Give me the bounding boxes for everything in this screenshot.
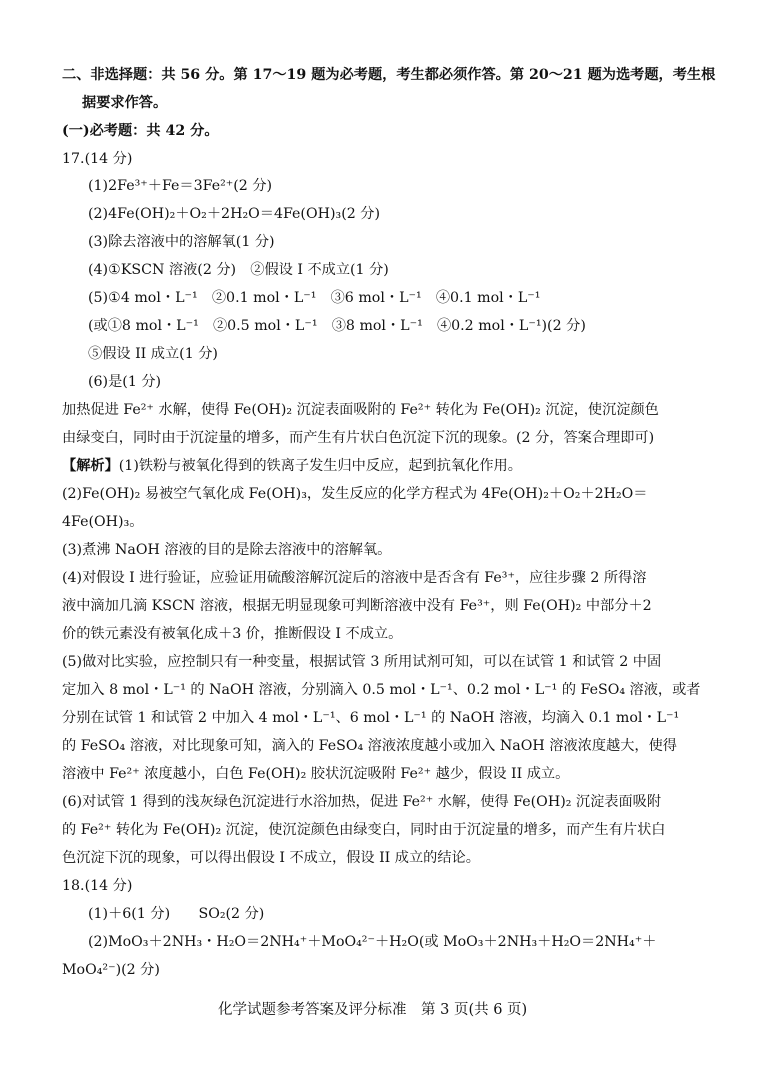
section-heading-line2: 据要求作答。 (82, 95, 168, 111)
q17-answer-6: (6)是(1 分) (88, 374, 162, 390)
q17-answer-6-text-1: 加热促进 Fe²⁺ 水解，使得 Fe(OH)₂ 沉淀表面吸附的 Fe²⁺ 转化为 Fe(OH)₂ 沉淀，使沉淀颜色 (62, 402, 659, 418)
q17-analysis-2b: 4Fe(OH)₃。 (62, 514, 144, 530)
q17-analysis-4b: 液中滴加几滴 KSCN 溶液，根据无明显现象可判断溶液中没有 Fe³⁺，则 Fe(OH)₂ 中部分＋2 (62, 598, 652, 614)
q18-answer-2b: MoO₄²⁻)(2 分) (62, 962, 160, 978)
page-footer: 化学试题参考答案及评分标准 第 3 页(共 6 页) (218, 1002, 528, 1018)
subsection-heading: (一)必考题：共 42 分。 (62, 123, 219, 139)
q17-analysis-5d: 的 FeSO₄ 溶液，对比现象可知，滴入的 FeSO₄ 溶液浓度越小或加入 NaOH 溶液浓度越大，使得 (62, 738, 677, 754)
q17-analysis-5c: 分别在试管 1 和试管 2 中加入 4 mol・L⁻¹、6 mol・L⁻¹ 的 NaOH 溶液，均滴入 0.1 mol・L⁻¹ (62, 710, 680, 726)
q17-analysis-6c: 色沉淀下沉的现象，可以得出假设 I 不成立，假设 II 成立的结论。 (62, 850, 480, 866)
q17-analysis-6a: (6)对试管 1 得到的浅灰绿色沉淀进行水浴加热，促进 Fe²⁺ 水解，使得 Fe(OH)₂ 沉淀表面吸附 (62, 794, 662, 810)
analysis-1-text: (1)铁粉与被氧化得到的铁离子发生归中反应，起到抗氧化作用。 (118, 458, 522, 474)
q17-analysis-5e: 溶液中 Fe²⁺ 浓度越小，白色 Fe(OH)₂ 胶状沉淀吸附 Fe²⁺ 越少，假设 II 成立。 (62, 766, 570, 782)
q17-answer-5b: (或①8 mol・L⁻¹ ②0.5 mol・L⁻¹ ③8 mol・L⁻¹ ④0.2 mol・L⁻¹)(2 分) (88, 318, 586, 334)
q17-analysis-6b: 的 Fe²⁺ 转化为 Fe(OH)₂ 沉淀，使沉淀颜色由绿变白，同时由于沉淀量的增多，而产生有片状白 (62, 822, 666, 838)
q17-analysis-5b: 定加入 8 mol・L⁻¹ 的 NaOH 溶液，分别滴入 0.5 mol・L⁻¹、0.2 mol・L⁻¹ 的 FeSO₄ 溶液，或者 (62, 682, 701, 698)
analysis-label: 【解析】 (62, 458, 119, 474)
q17-header: 17.(14 分) (62, 151, 133, 167)
q18-answer-2a: (2)MoO₃＋2NH₃・H₂O＝2NH₄⁺＋MoO₄²⁻＋H₂O(或 MoO₃＋2NH₃＋H₂O＝2NH₄⁺＋ (88, 934, 657, 950)
q17-answer-4: (4)①KSCN 溶液(2 分) ②假设 I 不成立(1 分) (88, 262, 389, 278)
q17-analysis-2a: (2)Fe(OH)₂ 易被空气氧化成 Fe(OH)₃，发生反应的化学方程式为 4Fe(OH)₂＋O₂＋2H₂O＝ (62, 486, 648, 502)
q17-answer-3: (3)除去溶液中的溶解氧(1 分) (88, 234, 275, 250)
q17-analysis-4a: (4)对假设 I 进行验证，应验证用硫酸溶解沉淀后的溶液中是否含有 Fe³⁺，应往步骤 2 所得溶 (62, 570, 647, 586)
section-heading-line1: 二、非选择题：共 56 分。第 17～19 题为必考题，考生都必须作答。第 20～21 题为选考题，考生根 (62, 67, 716, 83)
q17-answer-1: (1)2Fe³⁺＋Fe＝3Fe²⁺(2 分) (88, 178, 273, 194)
q17-answer-2: (2)4Fe(OH)₂＋O₂＋2H₂O＝4Fe(OH)₃(2 分) (88, 206, 380, 222)
q17-answer-5a: (5)①4 mol・L⁻¹ ②0.1 mol・L⁻¹ ③6 mol・L⁻¹ ④0.1 mol・L⁻¹ (88, 290, 541, 306)
q17-analysis-5a: (5)做对比实验，应控制只有一种变量，根据试管 3 所用试剂可知，可以在试管 1 和试管 2 中固 (62, 654, 662, 670)
q18-answer-1: (1)＋6(1 分) SO₂(2 分) (88, 906, 265, 922)
q17-answer-5c: ⑤假设 II 成立(1 分) (88, 346, 218, 362)
q18-header: 18.(14 分) (62, 878, 133, 894)
q17-analysis-3: (3)煮沸 NaOH 溶液的目的是除去溶液中的溶解氧。 (62, 542, 392, 558)
q17-analysis-4c: 价的铁元素没有被氧化成＋3 价，推断假设 I 不成立。 (62, 626, 403, 642)
q17-answer-6-text-2: 由绿变白，同时由于沉淀量的增多，而产生有片状白色沉淀下沉的现象。(2 分，答案合理即可) (62, 430, 655, 446)
q17-analysis-1 (62, 456, 522, 476)
